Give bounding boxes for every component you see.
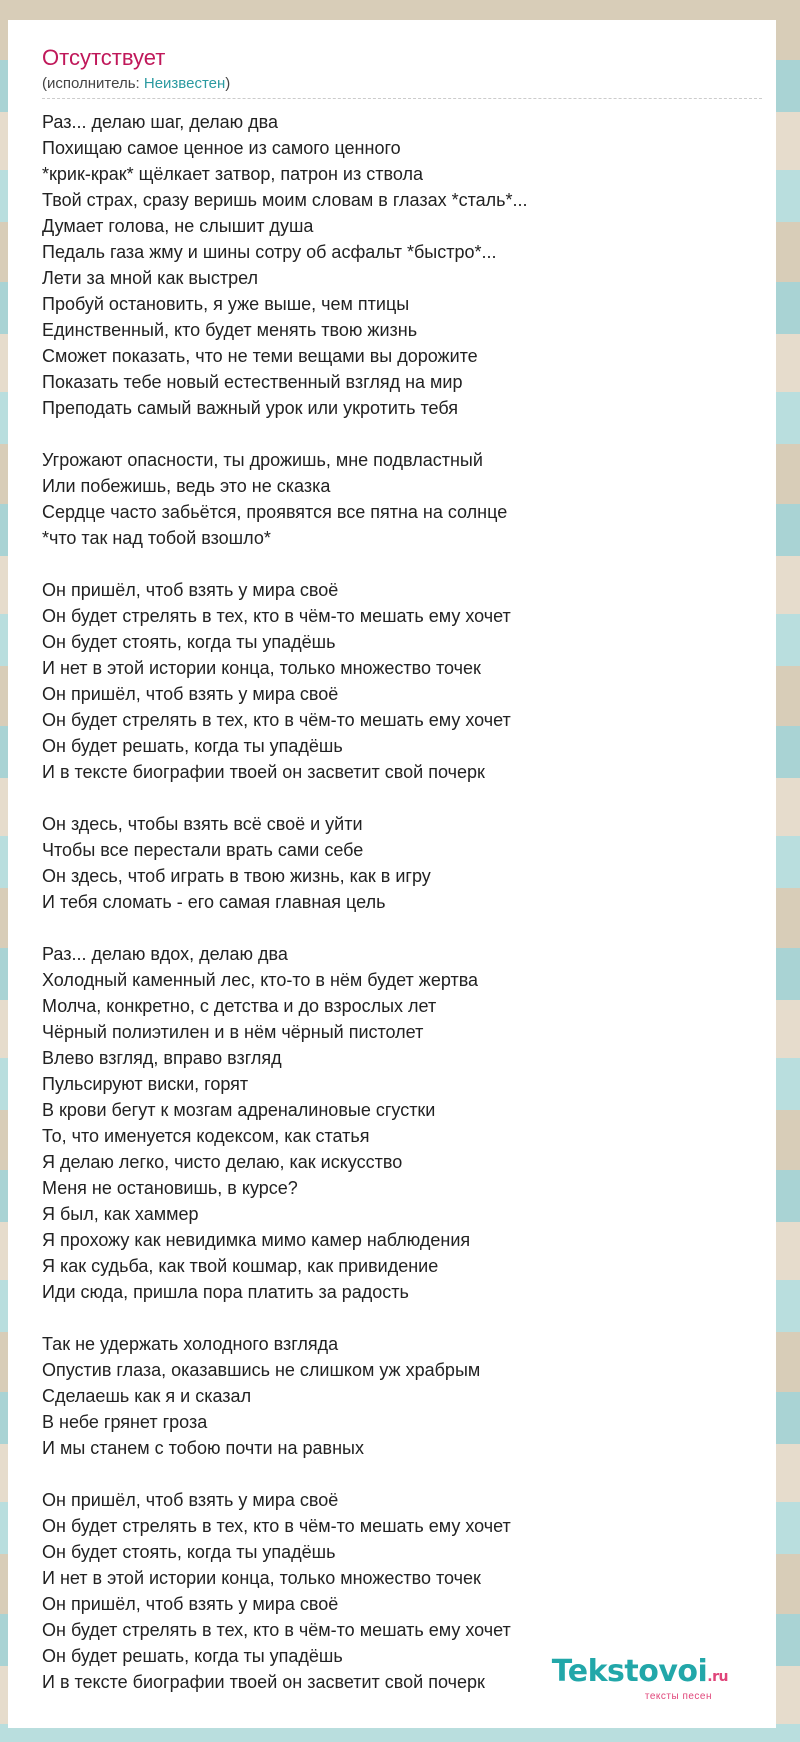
lyric-line: Он будет стрелять в тех, кто в чём-то мешать ему хочет [42, 1620, 511, 1640]
lyric-line: И в тексте биографии твоей он засветит свой почерк [42, 1672, 485, 1692]
lyric-line: Он будет стоять, когда ты упадёшь [42, 1542, 336, 1562]
lyric-line: *что так над тобой взошло* [42, 528, 271, 548]
lyrics-stanza [42, 109, 742, 421]
lyric-line: Я делаю легко, чисто делаю, как искусство [42, 1152, 403, 1172]
lyric-line: Он здесь, чтоб играть в твою жизнь, как в игру [42, 866, 431, 886]
lyric-line: Я прохожу как невидимка мимо камер наблюдения [42, 1230, 471, 1250]
byline-suffix: ) [225, 75, 231, 92]
byline-prefix: (исполнитель: [42, 75, 144, 92]
lyric-line: Пробуй остановить, я уже выше, чем птицы [42, 294, 410, 314]
lyrics-stanza [42, 577, 742, 785]
lyric-line: Показать тебе новый естественный взгляд на мир [42, 372, 463, 392]
lyrics-stanza [42, 1331, 742, 1461]
lyric-line: Сможет показать, что не теми вещами вы дорожите [42, 346, 478, 366]
artist-byline [42, 74, 742, 94]
lyric-line: Сделаешь как я и сказал [42, 1386, 252, 1406]
lyric-line: И нет в этой истории конца, только множество точек [42, 658, 481, 678]
lyric-line: В крови бегут к мозгам адреналиновые сгустки [42, 1100, 436, 1120]
logo-wordmark [552, 1656, 728, 1693]
lyric-line: Он пришёл, чтоб взять у мира своё [42, 684, 339, 704]
artist-link[interactable]: Неизвестен [143, 75, 226, 92]
lyric-line: Так не удержать холодного взгляда [42, 1334, 339, 1354]
header-divider [42, 98, 762, 99]
lyric-line: Он будет стрелять в тех, кто в чём-то мешать ему хочет [42, 606, 511, 626]
lyric-line: Чёрный полиэтилен и в нём чёрный пистолет [42, 1022, 424, 1042]
lyric-line: Раз... делаю шаг, делаю два [42, 112, 279, 132]
lyric-line: Он здесь, чтобы взять всё своё и уйти [42, 814, 363, 834]
lyric-line: И тебя сломать - его самая главная цель [42, 892, 386, 912]
lyric-line: Думает голова, не слышит душа [42, 216, 314, 236]
lyric-line: Он пришёл, чтоб взять у мира своё [42, 580, 339, 600]
lyric-line: Иди сюда, пришла пора платить за радость [42, 1282, 409, 1302]
lyric-line: И мы станем с тобою почти на равных [42, 1438, 364, 1458]
lyric-line: Единственный, кто будет менять твою жизнь [42, 320, 418, 340]
lyric-line: Твой страх, сразу веришь моим словам в глазах *сталь*... [42, 190, 528, 210]
lyric-line: Раз... делаю вдох, делаю два [42, 944, 288, 964]
lyric-line: Я был, как хаммер [42, 1204, 199, 1224]
lyric-line: Опустив глаза, оказавшись не слишком уж храбрым [42, 1360, 481, 1380]
song-title: Отсутствует [42, 45, 166, 70]
lyrics-stanza [42, 447, 742, 551]
lyric-line: Он будет решать, когда ты упадёшь [42, 736, 343, 756]
lyrics-stanza [42, 941, 742, 1305]
lyric-line: И нет в этой истории конца, только множество точек [42, 1568, 481, 1588]
lyric-line: Холодный каменный лес, кто-то в нём будет жертва [42, 970, 479, 990]
lyric-line: Чтобы все перестали врать сами себе [42, 840, 364, 860]
lyric-line: Он пришёл, чтоб взять у мира своё [42, 1490, 339, 1510]
lyrics-stanza [42, 811, 742, 915]
lyric-line: В небе грянет гроза [42, 1412, 208, 1432]
lyrics-card [8, 20, 776, 1728]
lyric-line: Влево взгляд, вправо взгляд [42, 1048, 282, 1068]
lyric-line: Молча, конкретно, с детства и до взрослых лет [42, 996, 437, 1016]
lyric-line: Пульсируют виски, горят [42, 1074, 249, 1094]
lyric-line: *крик-крак* щёлкает затвор, патрон из ствола [42, 164, 423, 184]
lyric-line: Он будет стрелять в тех, кто в чём-то мешать ему хочет [42, 710, 511, 730]
logo-tld: .ru [707, 1669, 728, 1685]
site-logo[interactable] [552, 1656, 728, 1702]
lyric-line: Угрожают опасности, ты дрожишь, мне подвластный [42, 450, 483, 470]
lyric-line: И в тексте биографии твоей он засветит свой почерк [42, 762, 485, 782]
lyric-line: Преподать самый важный урок или укротить тебя [42, 398, 459, 418]
lyric-line: Он будет стоять, когда ты упадёшь [42, 632, 336, 652]
logo-name: Tekstovoi [551, 1654, 708, 1689]
lyric-line: Похищаю самое ценное из самого ценного [42, 138, 401, 158]
lyrics-text [42, 109, 742, 1695]
lyric-line: Меня не остановишь, в курсе? [42, 1178, 298, 1198]
logo-tagline: тексты песен [644, 1691, 712, 1702]
lyric-line: Я как судьба, как твой кошмар, как привидение [42, 1256, 439, 1276]
lyric-line: Он будет решать, когда ты упадёшь [42, 1646, 343, 1666]
lyric-line: Сердце часто забьётся, проявятся все пятна на солнце [42, 502, 508, 522]
lyric-line: Педаль газа жму и шины сотру об асфальт *быстро*... [42, 242, 497, 262]
lyric-line: Или побежишь, ведь это не сказка [42, 476, 331, 496]
lyric-line: Он пришёл, чтоб взять у мира своё [42, 1594, 339, 1614]
lyric-line: Лети за мной как выстрел [42, 268, 258, 288]
lyric-line: Он будет стрелять в тех, кто в чём-то мешать ему хочет [42, 1516, 511, 1536]
lyric-line: То, что именуется кодексом, как статья [42, 1126, 370, 1146]
